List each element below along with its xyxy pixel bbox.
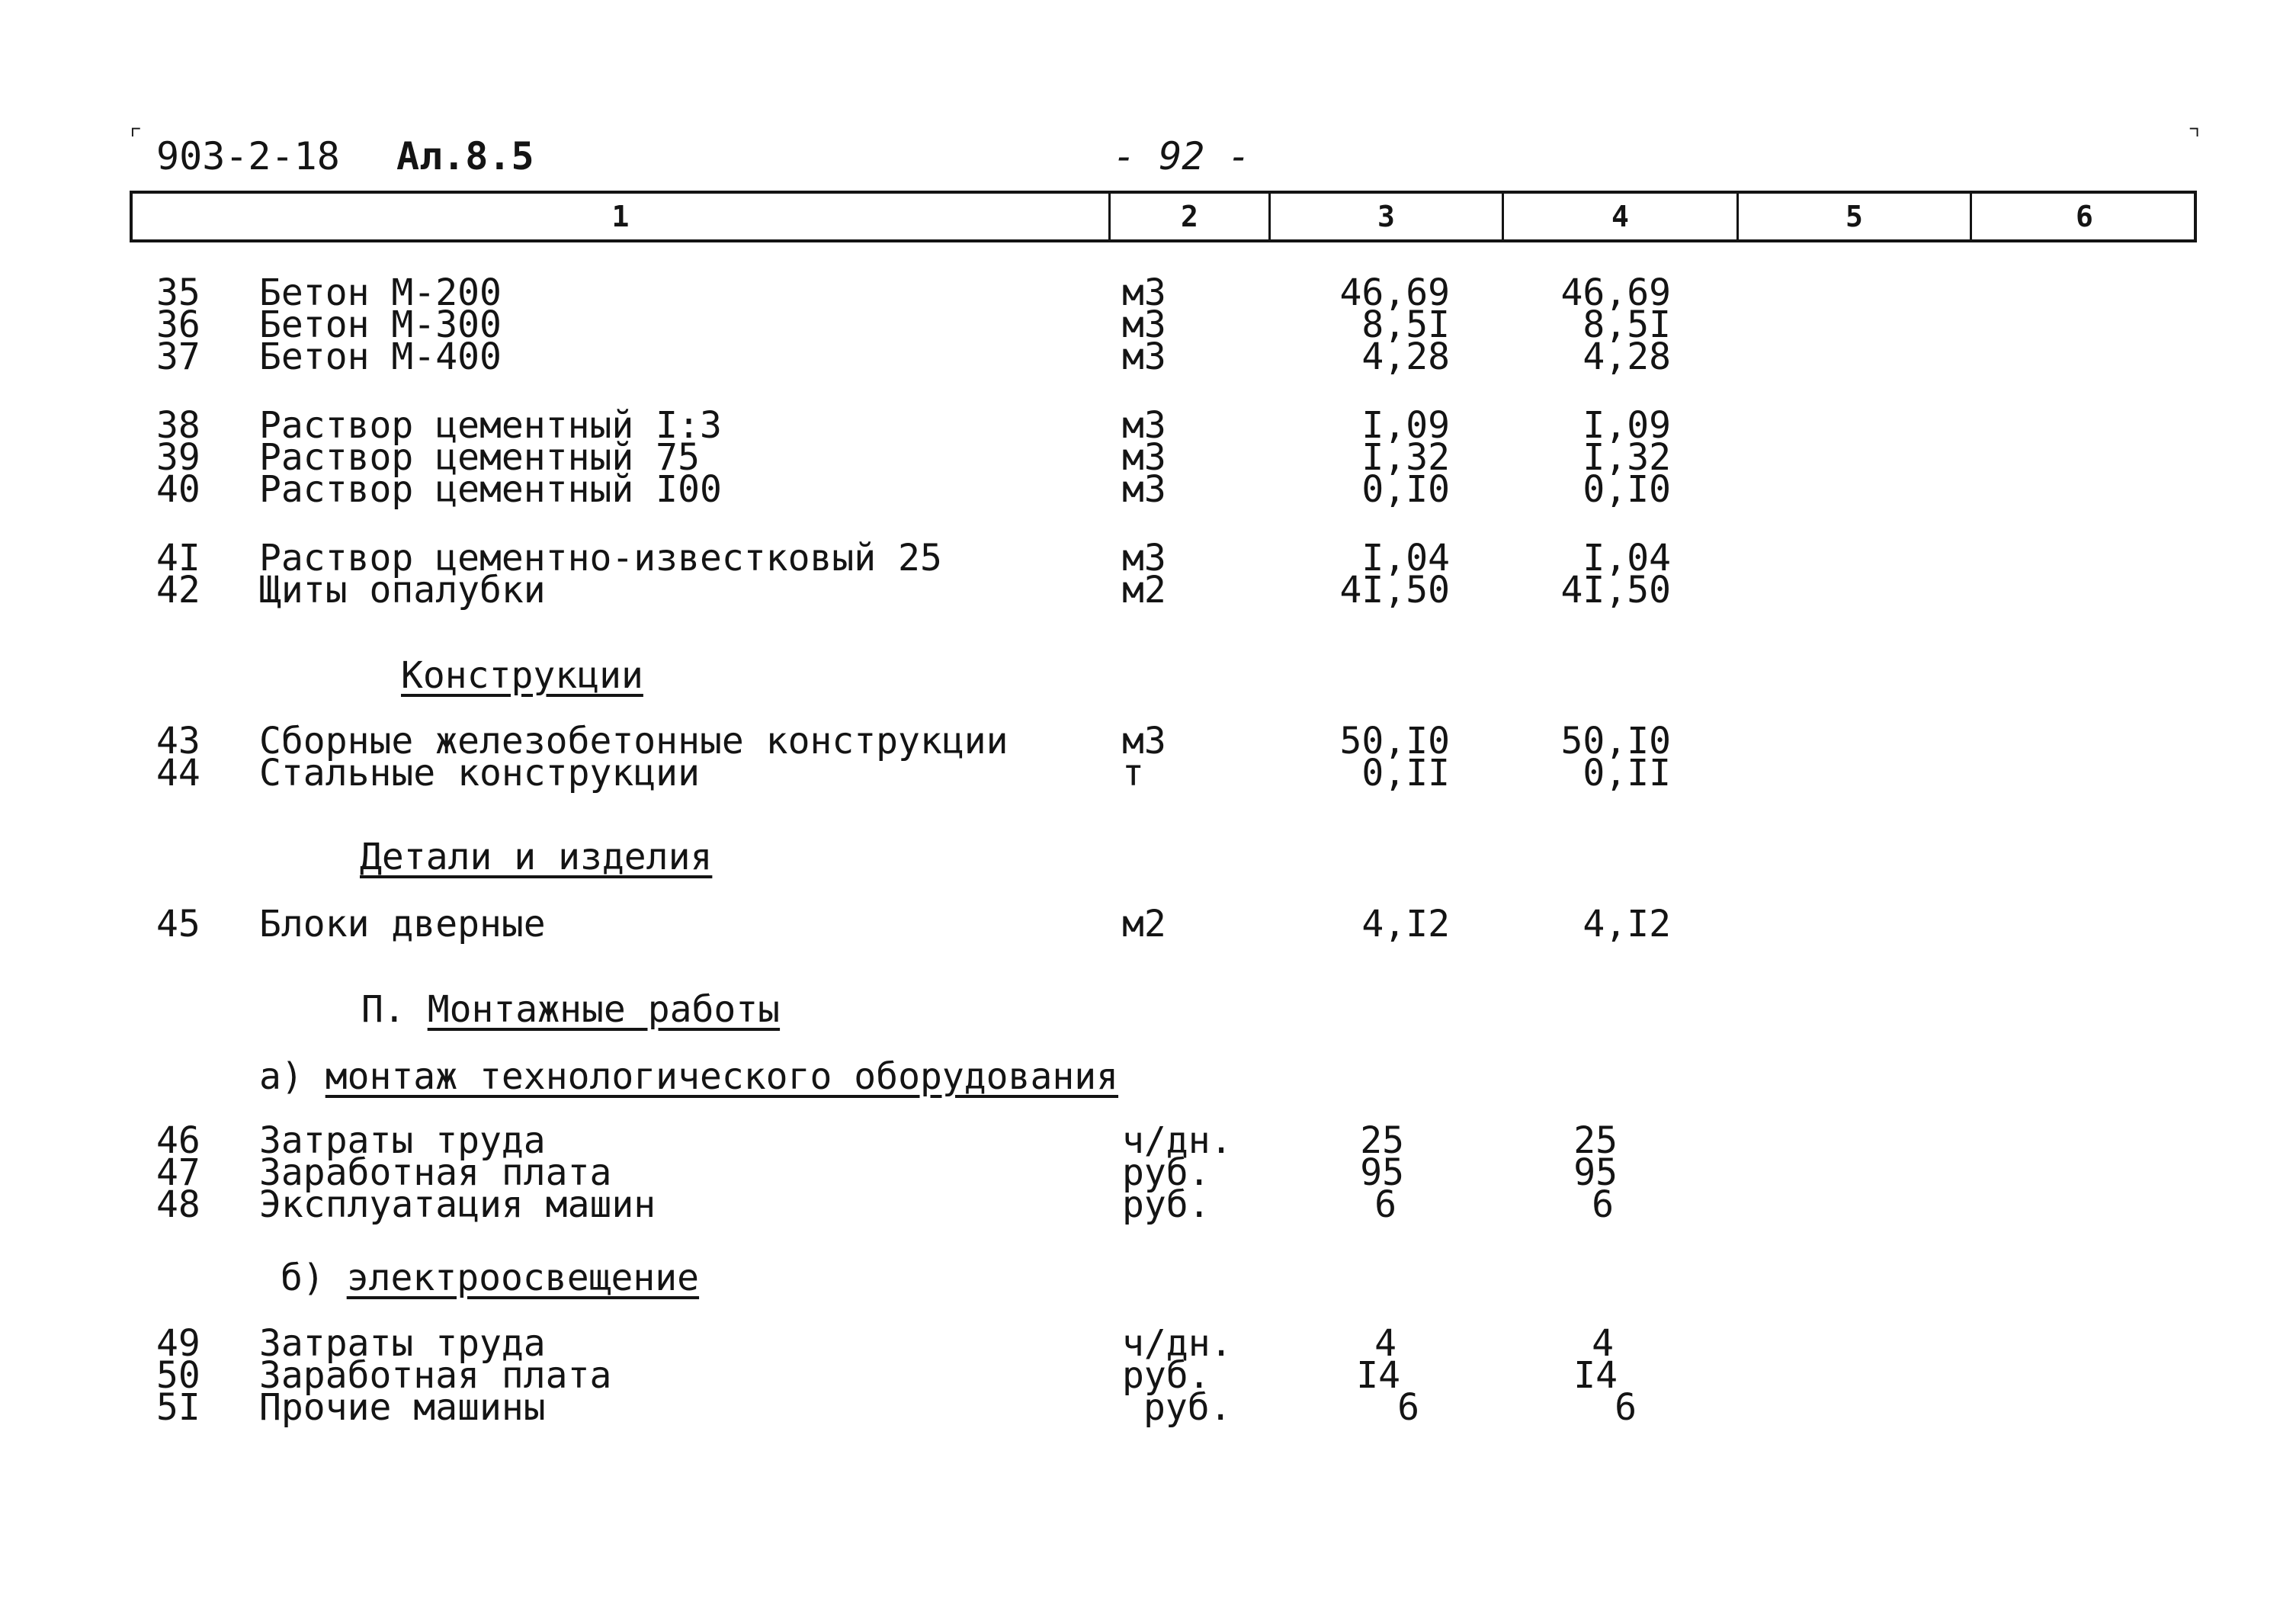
section-prefix: П. [361, 988, 406, 1031]
row-unit: м3 [1122, 404, 1166, 447]
row-name: Бетон М-300 [259, 303, 502, 346]
row-col3: 8,5I [1361, 303, 1450, 346]
row-col3: 4 [1374, 1322, 1397, 1365]
row-col3: 0,I0 [1361, 468, 1450, 511]
subsection-heading-equipment [259, 1055, 1118, 1098]
row-name: Раствор цементно-известковый 25 [259, 537, 942, 579]
row-col4: I4 [1573, 1354, 1618, 1397]
row-col4: 4I,50 [1560, 569, 1671, 611]
corner-mark-right: ⌝ [2186, 122, 2202, 152]
row-unit: м3 [1122, 335, 1166, 378]
row-unit: руб. [1143, 1386, 1232, 1429]
document-code: 903-2-18 [156, 134, 340, 178]
row-name: Стальные конструкции [259, 752, 700, 794]
row-unit: м3 [1122, 436, 1166, 479]
table-row [0, 752, 2296, 794]
row-unit: м3 [1122, 271, 1166, 314]
column-header-6: 6 [1970, 194, 2197, 239]
row-col3: 4,28 [1361, 335, 1450, 378]
row-col4: 4,28 [1583, 335, 1671, 378]
row-number: 49 [156, 1322, 200, 1365]
section-heading-constructions: Конструкции [401, 654, 643, 697]
row-col4: 4 [1592, 1322, 1614, 1365]
row-number: 44 [156, 752, 200, 794]
column-header-row [130, 191, 2197, 242]
row-unit: м3 [1122, 303, 1166, 346]
row-number: 50 [156, 1354, 200, 1397]
row-name: Прочие машины [259, 1386, 546, 1429]
table-row [0, 1386, 2296, 1429]
row-number: 5I [156, 1386, 200, 1429]
row-unit: ч/дн. [1122, 1322, 1233, 1365]
row-name: Раствор цементный 75 [259, 436, 700, 479]
row-name: Затраты труда [259, 1322, 546, 1365]
table-row [0, 335, 2296, 378]
table-row [0, 468, 2296, 511]
row-col3: I4 [1356, 1354, 1400, 1397]
page-number: - 92 - [1113, 134, 1251, 178]
subsection-prefix: а) [259, 1055, 303, 1098]
column-header-5: 5 [1736, 194, 1970, 239]
subsection-prefix: б) [281, 1257, 325, 1299]
row-col4: 50,I0 [1560, 720, 1671, 762]
row-col4: I,32 [1583, 436, 1671, 479]
row-number: 40 [156, 468, 200, 511]
row-col4: 25 [1573, 1119, 1618, 1162]
subsection-heading-lighting [281, 1257, 699, 1299]
row-number: 39 [156, 436, 200, 479]
column-header-4: 4 [1502, 194, 1736, 239]
row-number: 4I [156, 537, 200, 579]
row-name: Раствор цементный I00 [259, 468, 722, 511]
section-heading-montage [361, 988, 780, 1031]
row-number: 36 [156, 303, 200, 346]
row-number: 38 [156, 404, 200, 447]
row-col3: 50,I0 [1339, 720, 1450, 762]
subsection-title: монтаж технологического оборудования [325, 1055, 1119, 1098]
row-number: 42 [156, 569, 200, 611]
row-col3: 95 [1360, 1151, 1404, 1194]
corner-mark-left: ⌜ [128, 122, 144, 152]
row-name: Эксплуатация машин [259, 1183, 656, 1226]
column-header-1: 1 [611, 200, 630, 233]
row-number: 48 [156, 1183, 200, 1226]
row-col3: I,09 [1361, 404, 1450, 447]
column-header-2: 2 [1108, 194, 1268, 239]
row-col4: 0,II [1583, 752, 1671, 794]
row-unit: м2 [1122, 903, 1166, 945]
row-unit: м3 [1122, 468, 1166, 511]
row-col4: 0,I0 [1583, 468, 1671, 511]
subsection-title: электроосвещение [346, 1257, 700, 1299]
row-number: 47 [156, 1151, 200, 1194]
row-number: 45 [156, 903, 200, 945]
row-col3: 4,I2 [1361, 903, 1450, 945]
row-name: Заработная плата [259, 1151, 612, 1194]
row-col3: 0,II [1361, 752, 1450, 794]
row-col4: 6 [1592, 1183, 1614, 1226]
row-unit: руб. [1122, 1183, 1211, 1226]
row-col3: 6 [1397, 1386, 1419, 1429]
row-unit: руб. [1122, 1354, 1211, 1397]
row-col4: I,09 [1583, 404, 1671, 447]
row-unit: м3 [1122, 537, 1166, 579]
row-name: Бетон М-200 [259, 271, 502, 314]
row-col3: 46,69 [1339, 271, 1450, 314]
row-unit: м2 [1122, 569, 1166, 611]
row-col4: 46,69 [1560, 271, 1671, 314]
row-col4: 95 [1573, 1151, 1618, 1194]
row-name: Затраты труда [259, 1119, 546, 1162]
row-col3: 4I,50 [1339, 569, 1450, 611]
row-number: 37 [156, 335, 200, 378]
row-name: Щиты опалубки [259, 569, 546, 611]
row-name: Блоки дверные [259, 903, 546, 945]
row-col4: 4,I2 [1583, 903, 1671, 945]
row-col3: I,32 [1361, 436, 1450, 479]
row-unit: т [1122, 752, 1144, 794]
row-name: Бетон М-400 [259, 335, 502, 378]
section-title: Монтажные работы [427, 988, 781, 1031]
section-heading-details: Детали и изделия [360, 836, 713, 878]
row-col4: 8,5I [1583, 303, 1671, 346]
row-unit: м3 [1122, 720, 1166, 762]
table-row [0, 1183, 2296, 1226]
column-header-3: 3 [1268, 194, 1502, 239]
row-number: 46 [156, 1119, 200, 1162]
row-unit: руб. [1122, 1151, 1211, 1194]
row-number: 35 [156, 271, 200, 314]
row-col3: 6 [1374, 1183, 1397, 1226]
row-col4: I,04 [1583, 537, 1671, 579]
row-name: Раствор цементный I:3 [259, 404, 722, 447]
row-name: Сборные железобетонные конструкции [259, 720, 1009, 762]
table-row [0, 903, 2296, 945]
table-row [0, 569, 2296, 611]
album-reference: Ал.8.5 [396, 134, 534, 178]
row-name: Заработная плата [259, 1354, 612, 1397]
row-number: 43 [156, 720, 200, 762]
row-col3: I,04 [1361, 537, 1450, 579]
row-unit: ч/дн. [1122, 1119, 1233, 1162]
row-col3: 25 [1360, 1119, 1404, 1162]
row-col4: 6 [1615, 1386, 1637, 1429]
